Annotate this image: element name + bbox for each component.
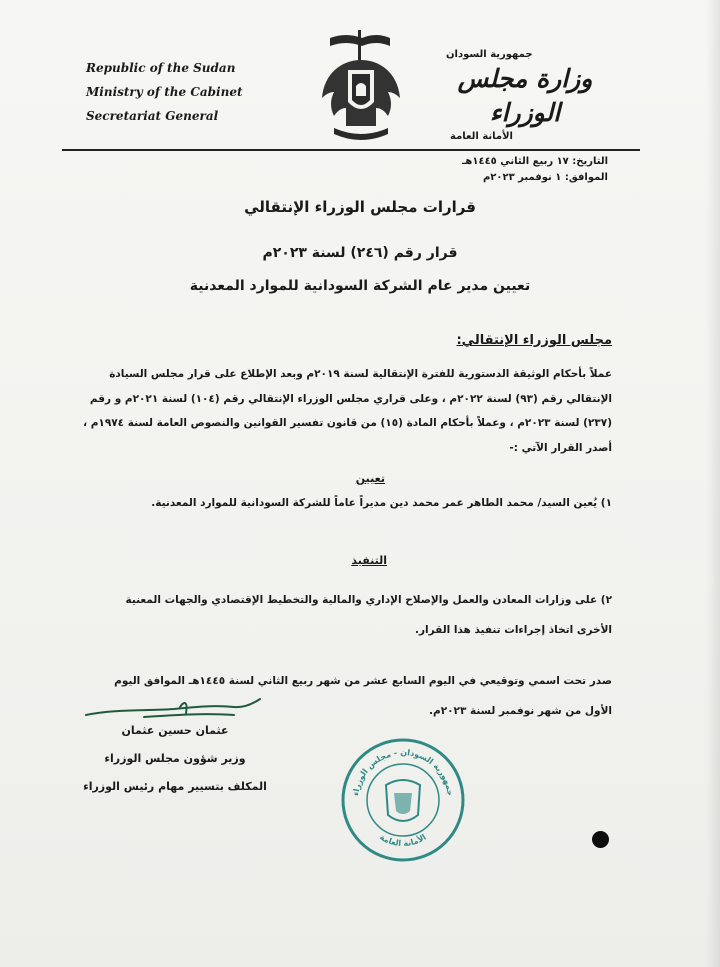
- signatory-name: عثمان حسين عثمان: [121, 724, 229, 737]
- signatory-title: وزير شؤون مجلس الوزراء: [104, 752, 246, 765]
- official-stamp-icon: [338, 735, 468, 869]
- signatory-block: [80, 717, 270, 801]
- decree-subject: تعيين مدير عام الشركة السودانية للموارد المعدنية: [189, 278, 531, 294]
- council-heading: مجلس الوزراء الإنتقالي:: [456, 333, 612, 348]
- page-edge-shadow: [706, 0, 720, 967]
- republic-ar: جمهورية السودان: [446, 49, 533, 60]
- appointment-heading: تعيين: [355, 472, 385, 485]
- ministry-ar: وزارة مجلس الوزراء: [457, 64, 593, 127]
- sudan-emblem-icon: [316, 30, 406, 146]
- decree-item-1: ١) يُعين السيد/ محمد الطاهر عمر محمد دين مديراً عاماً للشركة السودانية للموارد المعدنية.: [151, 497, 612, 509]
- black-dot-mark: [592, 831, 609, 848]
- preamble-paragraph: عملاً بأحكام الوثيقة الدستورية للفترة الإنتقالية لسنة ٢٠١٩م وبعد الإطلاع على قرار مجلس السيادة الإنتقالي رقم (٩٣) لسنة ٢٠٢٢م ، وعلى قراري مجلس الوزراء الإنتقالي رقم (١٠٤) لسنة ٢٠٢١م و رقم (٢٣٧) لسنة ٢٠٢٣م ، وعملاً بأحكام المادة (١٥) من قانون تفسير القوانين والنصوص العامة لسنة ١٩٧٤م ، أصدر القرار الآتي :-: [83, 368, 612, 454]
- stamp-top-text: جمهورية السودان - مجلس الوزراء: [351, 747, 455, 797]
- document-date: [462, 154, 608, 186]
- date-hijri: التاريخ: ١٧ ربيع الثاني ١٤٤٥هـ: [462, 156, 608, 167]
- secretariat-en: Secretariat General: [86, 109, 219, 123]
- page-title: قرارات مجلس الوزراء الإنتقالي: [244, 198, 476, 216]
- republic-en: Republic of the Sudan: [86, 61, 236, 75]
- secretariat-ar: الأمانة العامة: [450, 131, 513, 142]
- stamp-bottom-text: الأمانة العامة: [378, 832, 428, 849]
- svg-text:الأمانة العامة: [378, 832, 428, 848]
- header-divider: [62, 149, 640, 151]
- signatory-role: المكلف بتسيير مهام رئيس الوزراء: [83, 780, 267, 793]
- date-gregorian: الموافق: ١ نوفمبر ٢٠٢٣م: [482, 172, 608, 183]
- decree-item-2: ٢) على وزارات المعادن والعمل والإصلاح الإداري والمالية والتخطيط الإقتصادي والجهات المعنية الأخرى اتخاذ إجراءات تنفيذ هذا القرار.: [125, 594, 612, 636]
- decree-number: قرار رقم (٢٤٦) لسنة ٢٠٢٣م: [262, 245, 458, 261]
- execution-heading: التنفيذ: [351, 554, 387, 567]
- issuance-paragraph: صدر تحت اسمي وتوقيعي في اليوم السابع عشر من شهر ربيع الثاني لسنة ١٤٤٥هـ الموافق اليوم الأول من شهر نوفمبر لسنة ٢٠٢٣م.: [114, 675, 612, 717]
- ministry-en: Ministry of the Cabinet: [86, 85, 243, 99]
- arabic-letterhead: [440, 48, 610, 144]
- english-letterhead: [86, 56, 286, 128]
- svg-text:جمهورية السودان - مجلس الوزراء: [351, 748, 455, 797]
